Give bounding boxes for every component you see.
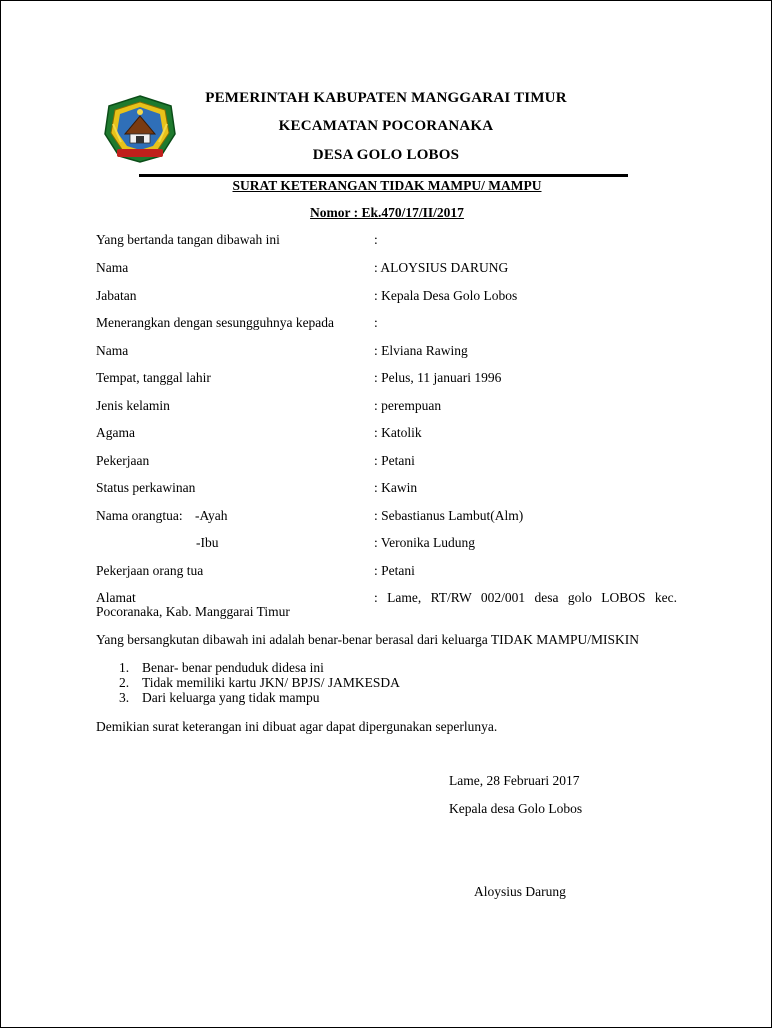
subject-gender-label: Jenis kelamin: [96, 398, 170, 413]
subject-marital-value: : Kawin: [374, 480, 418, 495]
subject-father-label: -Ayah: [195, 508, 228, 523]
signer-intro-colon: :: [374, 232, 378, 247]
subject-address-label: Alamat: [96, 590, 136, 605]
letterhead-district: KECAMATAN POCORANAKA: [278, 118, 494, 134]
subject-name-label: Nama: [96, 343, 129, 358]
subject-parents-label: Nama orangtua:: [96, 508, 183, 523]
subject-religion-value: : Katolik: [374, 425, 422, 440]
reasons-list: [119, 660, 400, 705]
signer-position-value: : Kepala Desa Golo Lobos: [374, 288, 518, 303]
letterhead-village: DESA GOLO LOBOS: [312, 147, 460, 163]
statement-intro: Menerangkan dengan sesungguhnya kepada: [96, 315, 335, 330]
statement-intro-colon: :: [374, 315, 378, 330]
subject-marital-label: Status perkawinan: [96, 480, 196, 495]
subject-job-label: Pekerjaan: [96, 453, 150, 468]
subject-gender-value: : perempuan: [374, 398, 442, 413]
subject-parents-job-label: Pekerjaan orang tua: [96, 563, 204, 578]
signer-name-value: : ALOYSIUS DARUNG: [374, 260, 509, 275]
subject-religion-label: Agama: [96, 425, 135, 440]
list-item: 2. Tidak memiliki kartu JKN/ BPJS/ JAMKESDA: [119, 675, 400, 690]
letterhead-divider: [139, 174, 628, 177]
letter-title: SURAT KETERANGAN TIDAK MAMPU/ MAMPU: [232, 178, 542, 193]
subject-parents-job-value: : Petani: [374, 563, 415, 578]
signer-name-label: Nama: [96, 260, 129, 275]
subject-birth-label: Tempat, tanggal lahir: [96, 370, 211, 385]
subject-mother-label: -Ibu: [196, 535, 219, 550]
subject-name-value: : Elviana Rawing: [374, 343, 468, 358]
signer-position-label: Jabatan: [96, 288, 137, 303]
letter-number: Nomor : Ek.470/17/II/2017: [310, 205, 464, 220]
signer-intro: Yang bertanda tangan dibawah ini: [96, 232, 280, 247]
letterhead-government: PEMERINTAH KABUPATEN MANGGARAI TIMUR: [205, 90, 567, 106]
list-item: 1. Benar- benar penduduk didesa ini: [119, 660, 324, 675]
signature-place-date: Lame, 28 Februari 2017: [449, 773, 580, 788]
closing-text: Demikian surat keterangan ini dibuat agar dapat dipergunakan seperlunya.: [96, 719, 498, 734]
subject-address-continued: Pocoranaka, Kab. Manggarai Timur: [96, 604, 290, 619]
subject-mother-value: : Veronika Ludung: [374, 535, 475, 550]
list-item: 3. Dari keluarga yang tidak mampu: [119, 690, 320, 705]
subject-birth-value: : Pelus, 11 januari 1996: [374, 370, 502, 385]
subject-father-value: : Sebastianus Lambut(Alm): [374, 508, 524, 523]
subject-job-value: : Petani: [374, 453, 415, 468]
signature-name: Aloysius Darung: [474, 884, 566, 899]
subject-address-value: : Lame, RT/RW 002/001 desa golo LOBOS kec.: [374, 590, 677, 605]
declaration-text: Yang bersangkutan dibawah ini adalah benar-benar berasal dari keluarga TIDAK MAMPU/MISKIN: [96, 632, 639, 647]
signature-role: Kepala desa Golo Lobos: [449, 801, 583, 816]
